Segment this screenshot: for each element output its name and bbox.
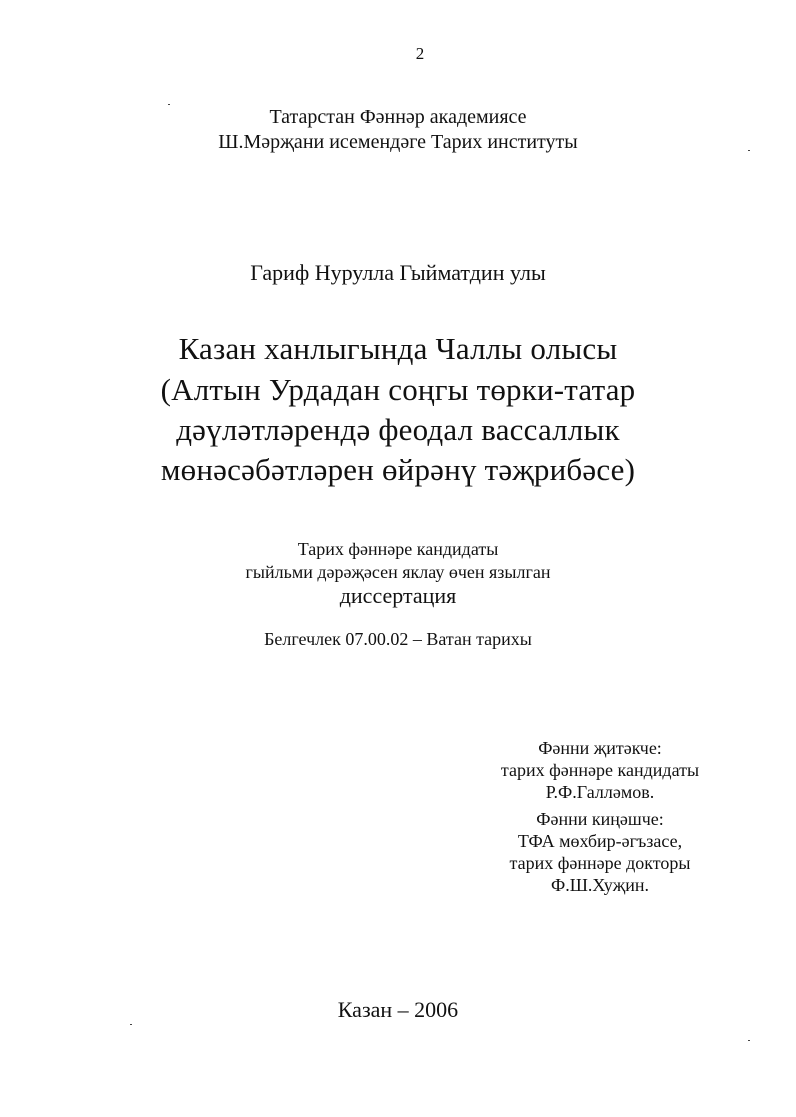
scan-speck (748, 1040, 750, 1041)
supervisor-role: Фәнни җитәкче: (538, 738, 662, 758)
supervisor-block (470, 739, 730, 805)
author-name: Гариф Нурулла Гыйматдин улы (250, 260, 546, 285)
thesis-title-line-4: мөнәсәбәтләрен өйрәнү тәҗрибәсе) (160, 452, 636, 487)
supervisor-name: Р.Ф.Галләмов. (545, 782, 655, 802)
scan-speck (748, 150, 750, 151)
consultant-degree: тарих фәннәре докторы (509, 853, 691, 873)
degree-line-2: гыйльми дәрәҗәсен яклау өчен язылган (245, 562, 551, 582)
consultant-title: ТФА мөхбир-әгъзасе, (517, 831, 683, 851)
consultant-block (470, 810, 730, 898)
scan-speck (168, 104, 170, 105)
degree-line-1: Тарих фәннәре кандидаты (297, 539, 499, 559)
dissertation-label: диссертация (339, 583, 457, 608)
thesis-title-line-3: дәүләтләрендә феодал вассаллык (176, 412, 620, 447)
scan-speck (130, 1024, 132, 1025)
specialty-code: Белгечлек 07.00.02 – Ватан тарихы (264, 629, 532, 649)
thesis-title-line-1: Казан ханлыгында Чаллы олысы (178, 331, 618, 366)
consultant-role: Фәнни киңәшче: (536, 809, 664, 829)
institution-academy: Татарстан Фәннәр академиясе (269, 106, 527, 128)
page-number: 2 (415, 44, 425, 63)
thesis-title-line-2: (Алтын Урдадан соңгы төрки-татар (160, 372, 636, 407)
consultant-name: Ф.Ш.Хуҗин. (551, 875, 649, 895)
supervisor-title: тарих фәннәре кандидаты (500, 760, 700, 780)
city-year: Казан – 2006 (337, 997, 459, 1022)
institution-institute: Ш.Мәрҗани исемендәге Тарих институты (218, 131, 578, 153)
